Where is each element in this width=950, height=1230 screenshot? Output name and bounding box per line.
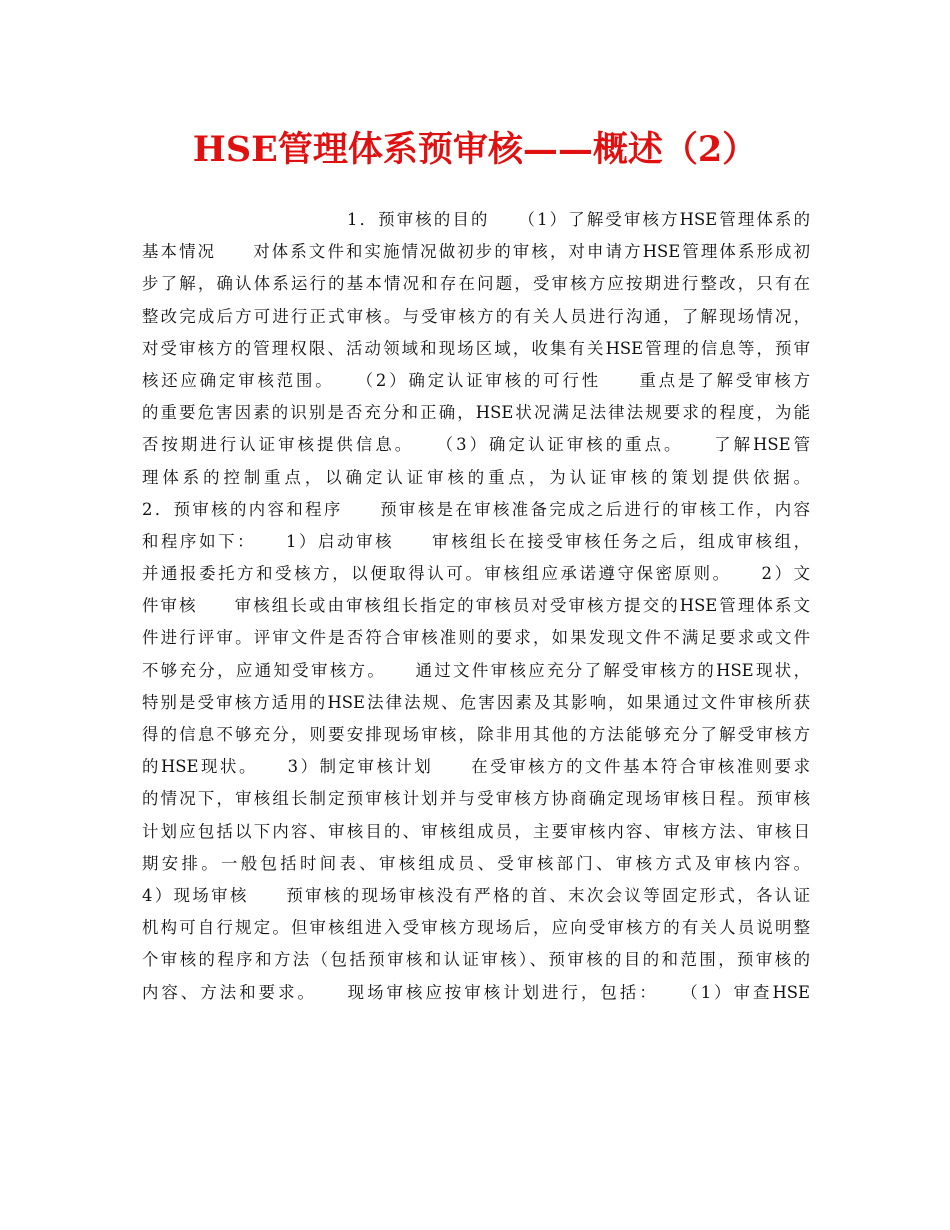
body-line: 整改完成后方可进行正式审核。与受审核方的有关人员进行沟通，了解现场情况， <box>142 306 810 326</box>
body-line: 特别是受审核方适用的HSE法律法规、危害因素及其影响，如果通过文件审核所获 <box>142 692 810 712</box>
body-line: 否按期进行认证审核提供信息。 （3）确定认证审核的重点。 了解HSE管 <box>142 435 810 455</box>
body-line: 得的信息不够充分，则要安排现场审核，除非用其他的方法能够充分了解受审核方 <box>142 725 810 744</box>
body-line: 件审核 审核组长或由审核组长指定的审核员对受审核方提交的HSE管理体系文 <box>142 596 810 616</box>
body-line: 4）现场审核 预审核的现场审核没有严格的首、末次会议等固定形式，各认证 <box>142 885 810 905</box>
body-line: 和程序如下： 1）启动审核 审核组长在接受审核任务之后，组成审核组， <box>142 531 810 551</box>
body-line: 理体系的控制重点，以确定认证审核的重点，为认证审核的策划提供依据。 <box>142 467 810 487</box>
body-line: 2．预审核的内容和程序 预审核是在审核准备完成之后进行的审核工作，内容 <box>142 499 810 519</box>
body-line: 内容、方法和要求。 现场审核应按审核计划进行，包括： （1）审查HSE <box>142 982 810 1002</box>
document-title: HSE管理体系预审核——概述（2） <box>192 129 758 170</box>
body-line: 对受审核方的管理权限、活动领域和现场区域，收集有关HSE管理的信息等，预审 <box>142 338 810 358</box>
document-body <box>142 204 810 1009</box>
body-line: 基本情况 对体系文件和实施情况做初步的审核，对申请方HSE管理体系形成初 <box>142 242 810 262</box>
body-line: 步了解，确认体系运行的基本情况和存在问题，受审核方应按期进行整改，只有在 <box>142 274 810 294</box>
body-line: 期安排。一般包括时间表、审核组成员、受审核部门、审核方式及审核内容。 <box>142 853 810 873</box>
body-line: 个审核的程序和方法（包括预审核和认证审核）、预审核的目的和范围，预审核的 <box>142 950 810 970</box>
body-line: 核还应确定审核范围。 （2）确定认证审核的可行性 重点是了解受审核方 <box>142 370 810 390</box>
body-line: 的HSE现状。 3）制定审核计划 在受审核方的文件基本符合审核准则要求 <box>142 757 810 777</box>
body-line: 计划应包括以下内容、审核目的、审核组成员，主要审核内容、审核方法、审核日 <box>142 821 810 841</box>
body-line: 件进行评审。评审文件是否符合审核准则的要求，如果发现文件不满足要求或文件 <box>142 628 810 648</box>
body-line: 不够充分，应通知受审核方。 通过文件审核应充分了解受审核方的HSE现状， <box>142 660 810 680</box>
body-line: 1．预审核的目的 （1）了解受审核方HSE管理体系的 <box>347 210 810 229</box>
body-line: 并通报委托方和受核方，以便取得认可。审核组应承诺遵守保密原则。 2）文 <box>142 564 810 584</box>
body-line: 的重要危害因素的识别是否充分和正确，HSE状况满足法律法规要求的程度，为能 <box>142 403 810 423</box>
body-line: 的情况下，审核组长制定预审核计划并与受审核方协商确定现场审核日程。预审核 <box>142 789 810 809</box>
body-line: 机构可自行规定。但审核组进入受审核方现场后，应向受审核方的有关人员说明整 <box>142 918 810 938</box>
